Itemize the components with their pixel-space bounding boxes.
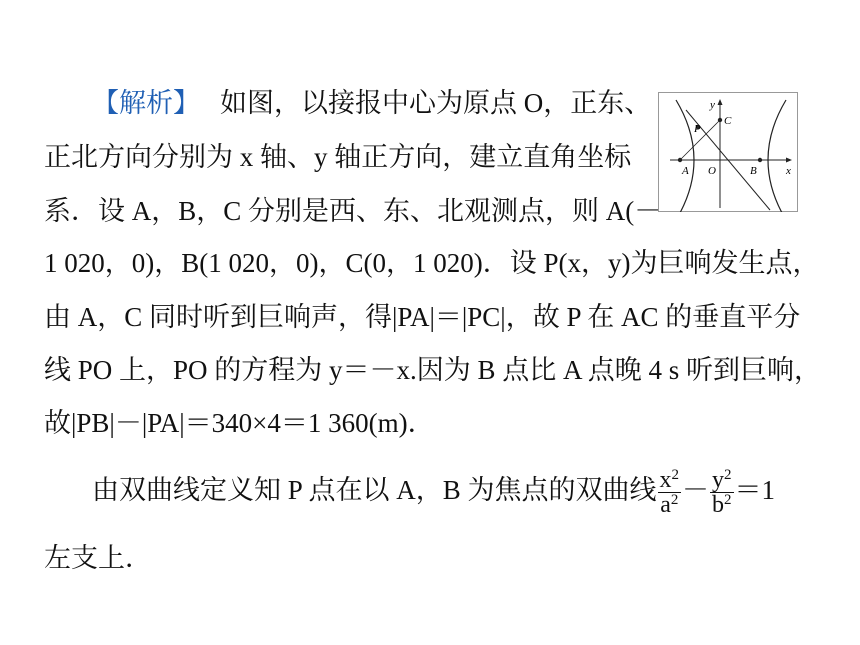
label-b: B (750, 165, 757, 177)
y-axis-arrow-icon (718, 99, 723, 105)
fraction-y-over-b (710, 468, 734, 517)
solution-text-8: 由双曲线定义知 P 点在以 A，B 为焦点的双曲线 (92, 475, 657, 505)
solution-line-4 (44, 245, 819, 281)
x-axis-arrow-icon (786, 158, 792, 163)
exponent: 2 (724, 492, 732, 509)
solution-text-9: 左支上． (44, 543, 152, 573)
solution-line-9 (44, 540, 152, 576)
minus-sign: － (682, 475, 710, 505)
solution-line-1 (44, 85, 651, 121)
solution-tag: 【解析】 (92, 88, 200, 118)
frac-den-b: b (712, 492, 725, 519)
point-c (718, 118, 722, 122)
solution-line-7 (44, 405, 435, 441)
hyperbola-figure (658, 92, 798, 212)
solution-text-5: 由 A，C 同时听到巨响声，得|PA|＝|PC|，故 P 在 AC 的垂直平分 (44, 302, 801, 332)
label-a: A (682, 165, 689, 177)
hyperbola-right-branch (768, 100, 786, 212)
frac-num-y: y (712, 467, 725, 494)
solution-text-4: 1 020，0)，B(1 020，0)，C(0，1 020)．设 P(x，y)为巨响发生点， (44, 248, 820, 278)
solution-text-1: 如图，以接报中心为原点 O，正东、 (220, 88, 652, 118)
point-b (758, 158, 762, 162)
equals-one: ＝1 (734, 475, 776, 505)
solution-line-2 (44, 139, 631, 175)
frac-den-a: a (660, 492, 671, 519)
figure-frame (659, 93, 798, 212)
solution-text-3: 系．设 A，B，C 分别是西、东、北观测点，则 A(－ (44, 196, 662, 226)
exponent: 2 (670, 492, 679, 509)
label-x: x (786, 165, 791, 177)
solution-line-6 (44, 352, 821, 388)
point-a (678, 158, 682, 162)
solution-line-3 (44, 193, 661, 229)
solution-line-8 (44, 460, 775, 520)
label-c: C (724, 115, 732, 127)
label-o: O (708, 165, 716, 177)
exponent: 2 (724, 467, 732, 484)
solution-text-2: 正北方向分别为 x 轴、y 轴正方向，建立直角坐标 (44, 142, 632, 172)
frac-num-x: x (659, 467, 672, 494)
solution-text-6: 线 PO 上，PO 的方程为 y＝－x.因为 B 点比 A 点晚 4 s 听到巨响， (44, 355, 822, 385)
fraction-x-over-a (658, 468, 682, 517)
label-y: y (710, 99, 715, 111)
solution-line-5 (44, 299, 800, 335)
solution-text-7: 故|PB|－|PA|＝340×4＝1 360(m)． (44, 408, 435, 438)
exponent: 2 (671, 467, 680, 484)
label-p: P (694, 123, 701, 135)
